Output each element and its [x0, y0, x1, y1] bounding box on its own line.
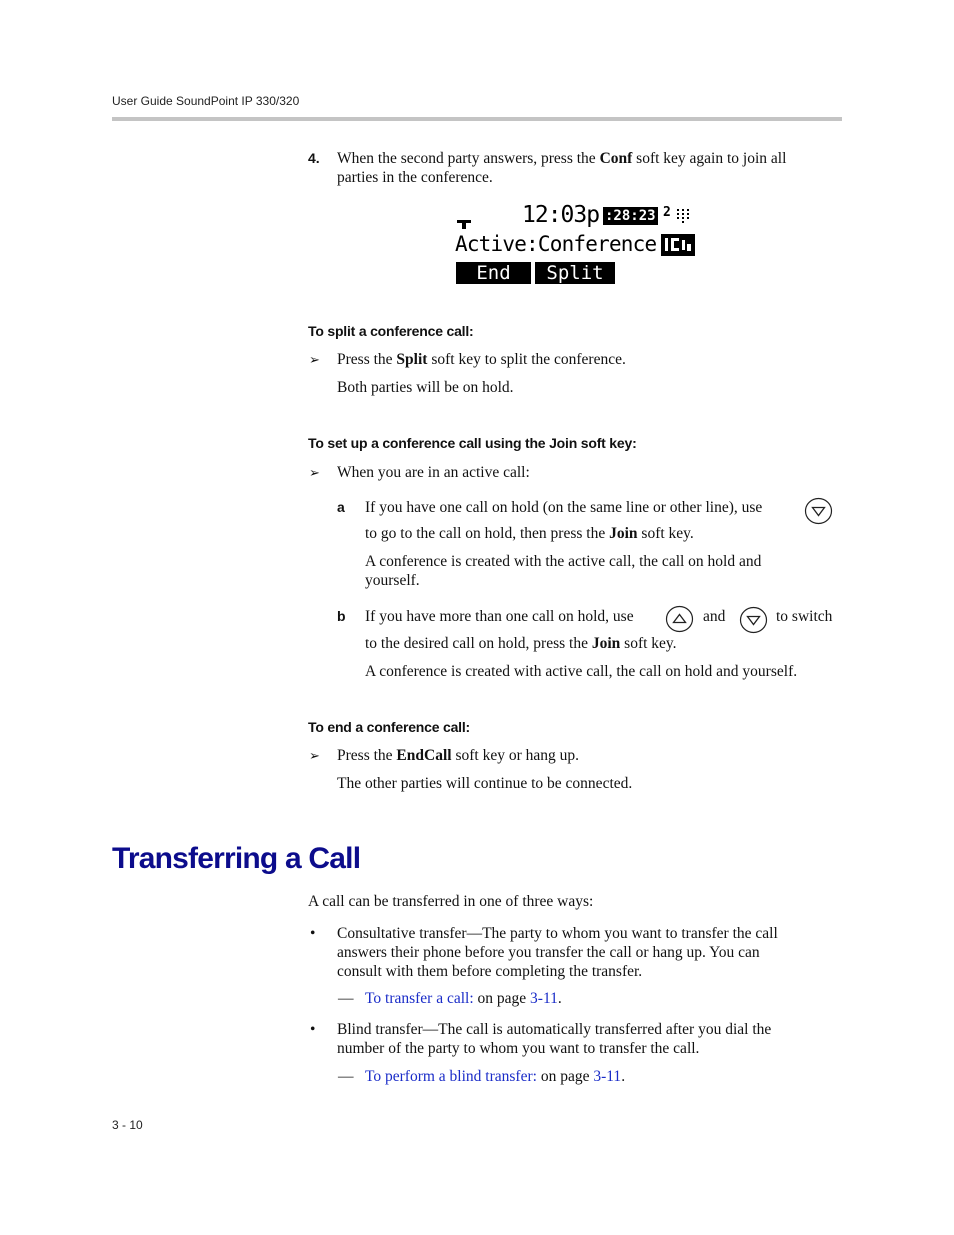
split-note: Both parties will be on hold.: [337, 379, 514, 396]
substep-b-label: b: [337, 608, 346, 624]
consultative-transfer-text: [337, 924, 847, 981]
consultative-xref: [365, 989, 562, 1008]
section-title: Transferring a Call: [112, 842, 361, 875]
text: Blind transfer—The call is automatically transferred after you dial the: [337, 1021, 772, 1038]
running-header: User Guide SoundPoint IP 330/320: [112, 94, 300, 108]
step-text: soft key again to join all: [632, 150, 787, 167]
text: soft key to split the conference.: [427, 351, 626, 368]
split-heading: To split a conference call:: [308, 323, 474, 339]
link-to-transfer-a-call[interactable]: To transfer a call:: [365, 990, 474, 1007]
text: consult with them before completing the transfer.: [337, 963, 643, 980]
text: soft key.: [620, 635, 677, 652]
em-dash-bullet: —: [338, 1068, 354, 1085]
substep-a-line2: [365, 524, 694, 543]
text: soft key.: [637, 525, 694, 542]
split-key-name: Split: [396, 351, 428, 368]
text: .: [621, 1068, 626, 1085]
substep-b-note: A conference is created with active call, the call on hold and yourself.: [365, 663, 798, 680]
transfer-intro: A call can be transferred in one of three ways:: [308, 893, 594, 910]
header-rule: [112, 117, 842, 121]
split-instruction: [337, 350, 626, 369]
text: to the desired call on hold, press the: [365, 635, 592, 652]
substep-b-line2: [365, 634, 677, 653]
end-heading: To end a conference call:: [308, 719, 471, 735]
lcd-call-timer: :28:23: [605, 208, 656, 224]
lcd-status: Active:Conference: [455, 232, 657, 256]
substep-a-note: [365, 552, 761, 590]
substep-b-line1-pre: If you have more than one call on hold, use: [365, 608, 634, 625]
handset-icon: [456, 218, 472, 230]
substep-a-label: a: [337, 499, 345, 515]
text: to go to the call on hold, then press the: [365, 525, 610, 542]
down-arrow-key-icon: [804, 497, 833, 525]
link-page-3-11[interactable]: 3-11: [593, 1068, 622, 1085]
step-text: When the second party answers, press the: [337, 150, 600, 167]
em-dash-bullet: —: [338, 990, 354, 1007]
text: A conference is created with the active call, the call on hold and: [365, 553, 762, 570]
phone-lcd-screen: [454, 202, 698, 306]
join-key-name: Join: [591, 635, 621, 652]
join-heading: To set up a conference call using the Join soft key:: [308, 435, 637, 451]
grid-icon: [677, 209, 689, 223]
blind-xref: [365, 1067, 625, 1086]
down-arrow-key-icon: [739, 606, 768, 634]
substep-b-and: and: [703, 608, 726, 625]
link-to-perform-blind-transfer[interactable]: To perform a blind transfer:: [365, 1068, 537, 1085]
up-arrow-key-icon: [665, 605, 694, 633]
softkey-end-call[interactable]: End Call: [456, 262, 531, 284]
text: number of the party to whom you want to transfer the call.: [337, 1040, 700, 1057]
text: soft key or hang up.: [451, 747, 579, 764]
text: Press the: [337, 351, 397, 368]
page-number: 3 - 10: [112, 1118, 143, 1132]
text: on page: [536, 1068, 594, 1085]
link-page-3-11[interactable]: 3-11: [530, 990, 558, 1007]
step-number: 4.: [308, 150, 320, 166]
substep-b-line1-post: to switch: [776, 608, 833, 625]
lcd-line-number: 2: [663, 205, 671, 220]
conference-icon: [661, 234, 695, 256]
blind-transfer-text: [337, 1020, 847, 1058]
bullet-dot: •: [310, 1021, 316, 1038]
end-instruction: [337, 746, 579, 765]
text: on page: [473, 990, 531, 1007]
text: yourself.: [365, 572, 420, 589]
substep-a-line1: If you have one call on hold (on the same line or other line), use: [365, 499, 763, 516]
text: .: [557, 990, 562, 1007]
softkey-split[interactable]: Split: [535, 262, 615, 284]
text: Press the: [337, 747, 397, 764]
lcd-time: 12:03p: [522, 202, 600, 228]
text: answers their phone before you transfer the call or hang up. You can: [337, 944, 760, 961]
end-note: The other parties will continue to be connected.: [337, 775, 633, 792]
join-key-name: Join: [609, 525, 638, 542]
step-text: parties in the conference.: [337, 169, 493, 186]
arrow-bullet-icon: ➢: [309, 352, 320, 367]
step-4-text: [337, 149, 847, 187]
endcall-key-name: EndCall: [396, 747, 452, 764]
arrow-bullet-icon: ➢: [309, 465, 320, 480]
arrow-bullet-icon: ➢: [309, 748, 320, 763]
join-bullet: When you are in an active call:: [337, 464, 530, 481]
bullet-dot: •: [310, 925, 316, 942]
text: Consultative transfer—The party to whom you want to transfer the call: [337, 925, 778, 942]
conf-key-name: Conf: [599, 150, 633, 167]
